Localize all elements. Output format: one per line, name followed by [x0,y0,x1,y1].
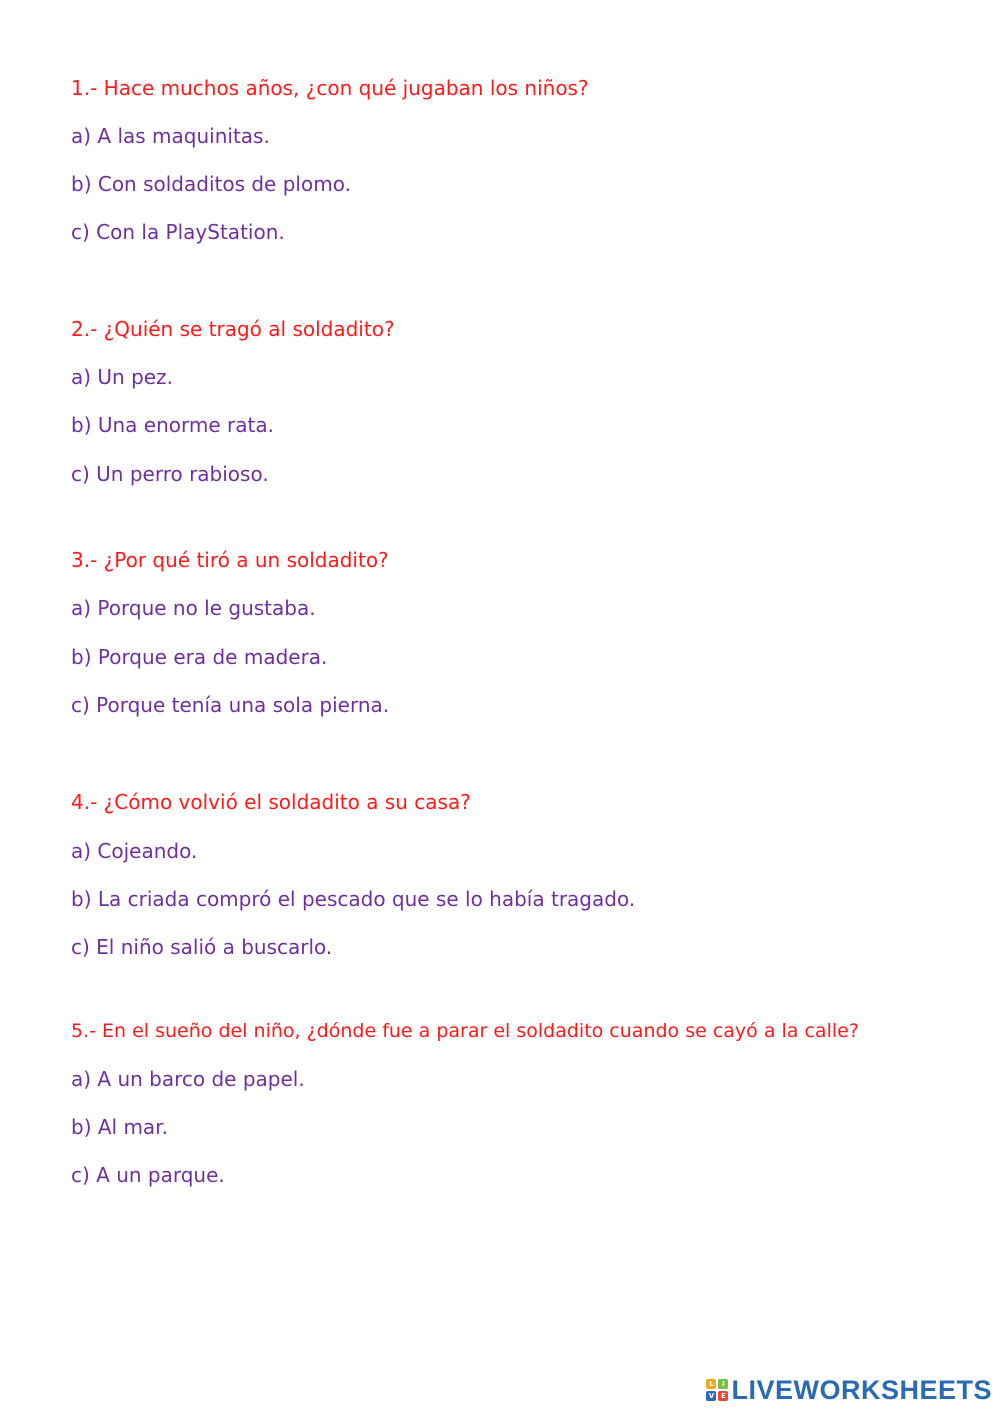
question-1-prompt: 1.- Hace muchos años, ¿con qué jugaban los niños? [71,76,589,100]
question-3-option-b[interactable]: b) Porque era de madera. [71,645,328,669]
question-2-prompt: 2.- ¿Quién se tragó al soldadito? [71,317,395,341]
logo-tile-e: E [718,1391,728,1401]
question-1-option-b[interactable]: b) Con soldaditos de plomo. [71,172,351,196]
question-4-option-b[interactable]: b) La criada compró el pescado que se lo había tragado. [71,887,636,911]
question-5-option-a[interactable]: a) A un barco de papel. [71,1067,305,1091]
question-3-prompt: 3.- ¿Por qué tiró a un soldadito? [71,548,389,572]
question-4-option-a[interactable]: a) Cojeando. [71,839,198,863]
question-2-option-c[interactable]: c) Un perro rabioso. [71,462,269,486]
question-3-option-c[interactable]: c) Porque tenía una sola pierna. [71,693,390,717]
question-1-option-a[interactable]: a) A las maquinitas. [71,124,270,148]
question-5-option-c[interactable]: c) A un parque. [71,1163,225,1187]
question-5-option-b[interactable]: b) Al mar. [71,1115,168,1139]
liveworksheets-logo [706,1373,992,1407]
question-5-prompt: 5.- En el sueño del niño, ¿dónde fue a parar el soldadito cuando se cayó a la calle? [71,1020,859,1042]
logo-text: LIVEWORKSHEETS [731,1374,992,1405]
logo-tile-i: I [718,1379,728,1389]
question-4-prompt: 4.- ¿Cómo volvió el soldadito a su casa? [71,790,471,814]
question-2-option-b[interactable]: b) Una enorme rata. [71,413,274,437]
logo-tile-l: L [706,1379,716,1389]
question-3-option-a[interactable]: a) Porque no le gustaba. [71,596,316,620]
logo-tile-v: V [706,1391,716,1401]
question-2-option-a[interactable]: a) Un pez. [71,365,173,389]
liveworksheets-logo-icon [706,1379,728,1401]
question-1-option-c[interactable]: c) Con la PlayStation. [71,220,285,244]
question-4-option-c[interactable]: c) El niño salió a buscarlo. [71,935,333,959]
